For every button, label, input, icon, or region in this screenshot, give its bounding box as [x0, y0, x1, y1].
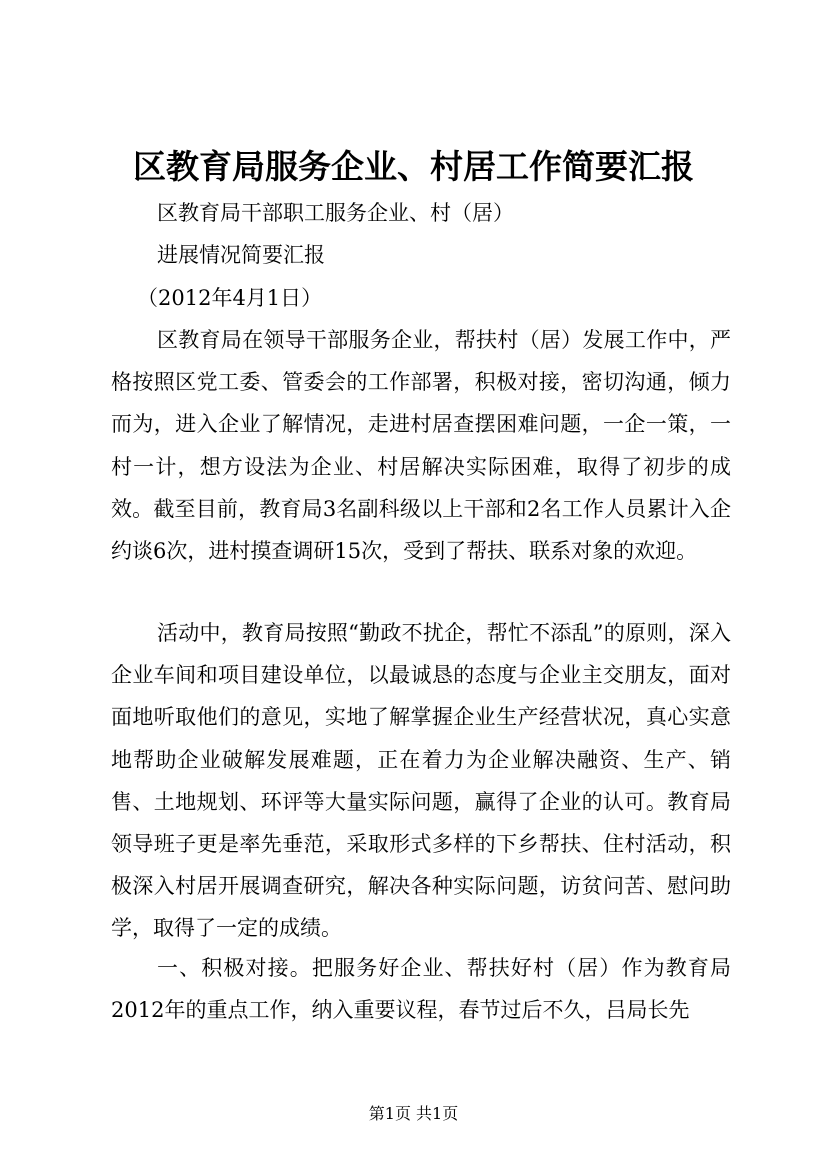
- subtitle-line-2: 进展情况简要汇报: [157, 243, 325, 267]
- page-footer: 第1页 共1页: [368, 1104, 459, 1123]
- subtitle-line-1: 区教育局干部职工服务企业、村（居）: [157, 201, 514, 225]
- document-title: 区教育局服务企业、村居工作简要汇报: [133, 147, 694, 186]
- body-paragraph: 一、积极对接。把服务好企业、帮扶好村（居）作为教育局2012年的重点工作，纳入重要议程，春节过后不久，吕局长先: [111, 956, 731, 1023]
- body-paragraph: 区教育局在领导干部服务企业，帮扶村（居）发展工作中，严格按照区党工委、管委会的工作部署，积极对接，密切沟通，倾力而为，进入企业了解情况，走进村居查摆困难问题，一企一策，一村一计，想方设法为企业、村居解决实际困难，取得了初步的成效。截至目前，教育局3名副科级以上干部和2名工作人员累计入企约谈6次，进村摸查调研15次，受到了帮扶、联系对象的欢迎。: [111, 328, 731, 564]
- report-date: （2012年4月1日）: [137, 286, 323, 310]
- body-paragraph: 活动中，教育局按照“勤政不扰企，帮忙不添乱”的原则，深入企业车间和项目建设单位，以最诚恳的态度与企业主交朋友，面对面地听取他们的意见，实地了解掌握企业生产经营状况，真心实意地帮助企业破解发展难题，正在着力为企业解决融资、生产、销售、土地规划、环评等大量实际问题，赢得了企业的认可。教育局领导班子更是率先垂范，采取形式多样的下乡帮扶、住村活动，积极深入村居开展调查研究，解决各种实际问题，访贫问苦、慰问助学，取得了一定的成绩。: [111, 621, 731, 941]
